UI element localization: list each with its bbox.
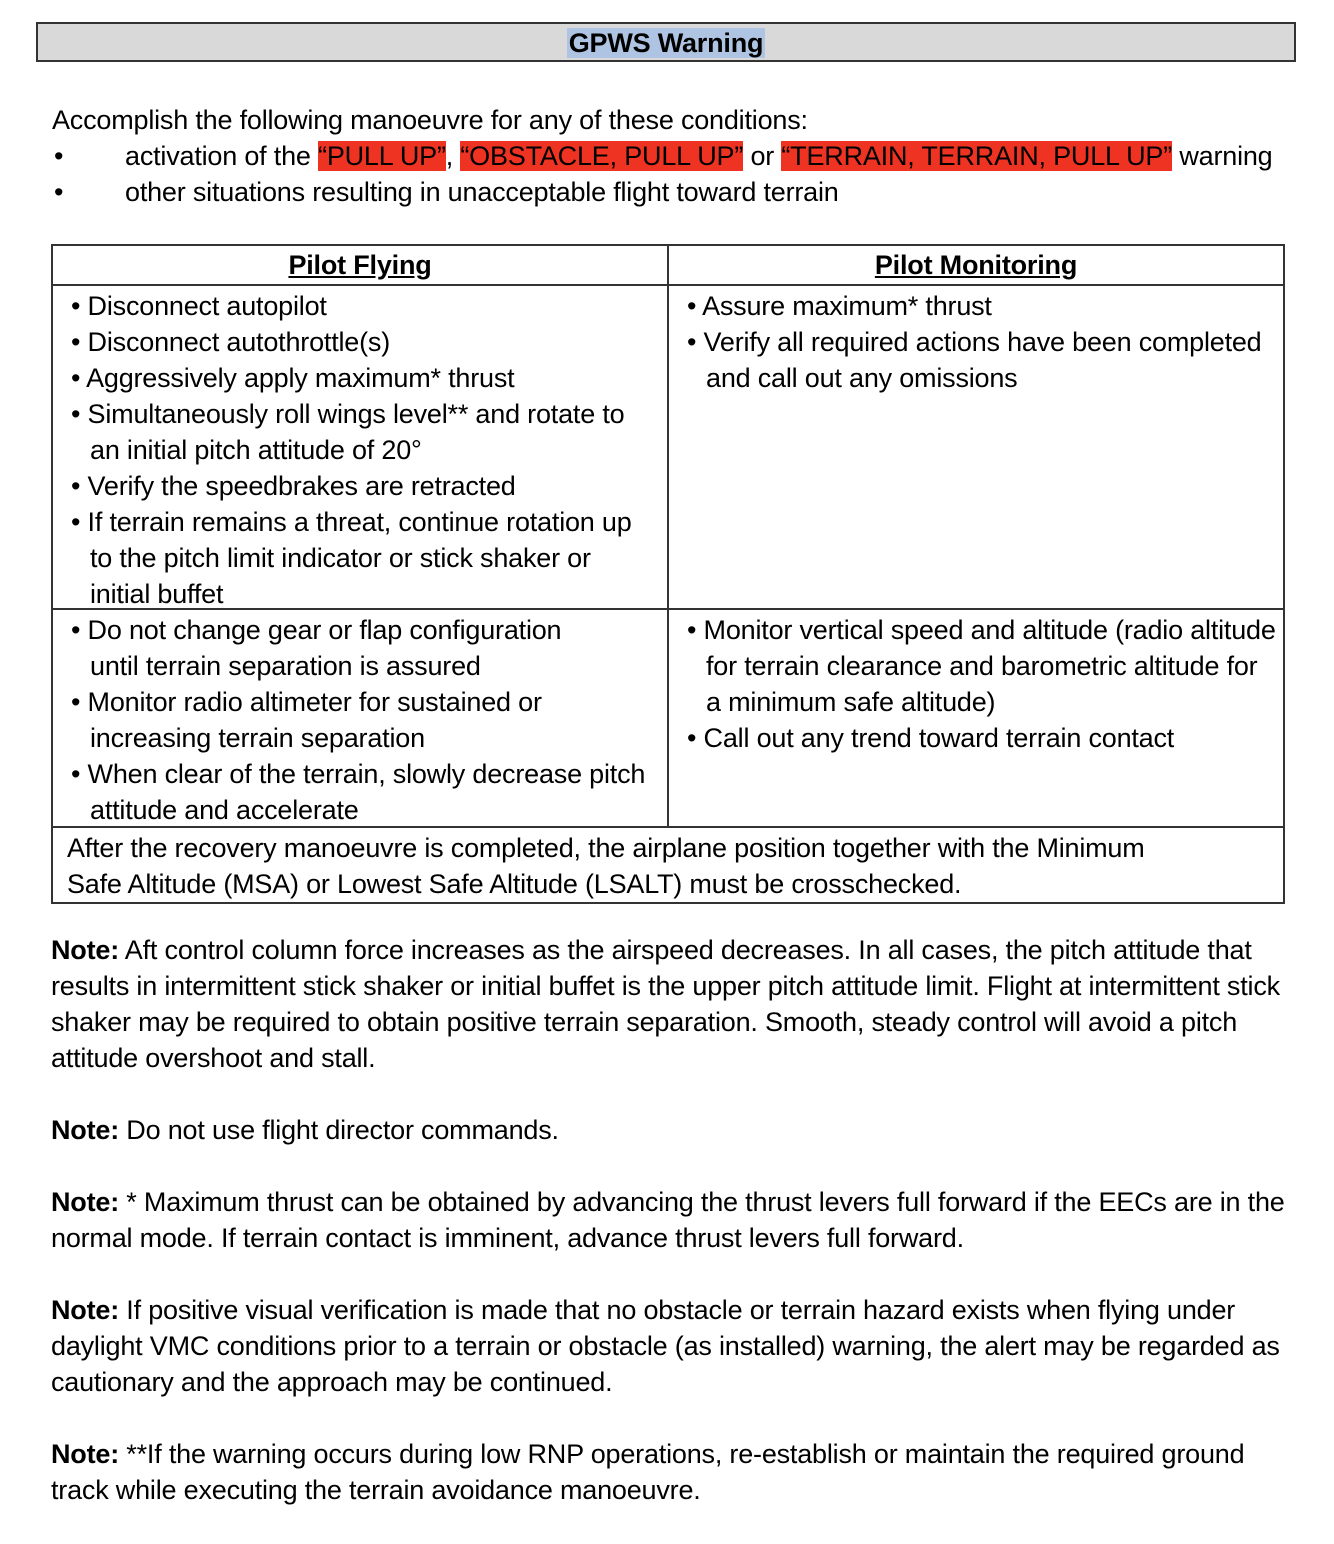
list-item: • Disconnect autopilot [71,291,327,321]
note-paragraph [51,1184,1291,1256]
condition-text: other situations resulting in unacceptable flight toward terrain [125,177,839,207]
warning-obstacle-pull-up: “OBSTACLE, PULL UP” [460,141,744,171]
page-title: GPWS Warning [568,28,764,58]
note-text: Aft control column force increases as the airspeed decreases. In all cases, the pitch attitude that results in intermittent stick shaker or initial buffet is the upper pitch attitude limit. Flight at intermittent stick shaker may be required to obtain positive terrain separation. Smooth, steady control will avoid a pitch attitude overshoot and stall. [51,935,1280,1073]
warning-terrain-pull-up: “TERRAIN, TERRAIN, PULL UP” [781,141,1173,171]
note-text: * Maximum thrust can be obtained by advancing the thrust levers full forward if the EECs are in the normal mode. If terrain contact is imminent, advance thrust levers full forward. [51,1187,1285,1253]
note-label: Note: [51,1115,119,1145]
header-pilot-monitoring [668,245,1284,285]
pm-actions-cell [668,285,1284,609]
list-item: • Disconnect autothrottle(s) [71,327,390,357]
intro-lead: Accomplish the following manoeuvre for any of these conditions: [52,105,808,135]
condition-suffix: warning [1172,141,1273,171]
pf-actions-cell [52,285,668,609]
notes-section [51,932,1291,1544]
condition-prefix: activation of the [125,141,319,171]
list-item: • If terrain remains a threat, continue rotation up to the pitch limit indicator or stick shaker or initial buffet [71,507,632,609]
pm-actions-cell [668,609,1284,827]
note-label: Note: [51,1295,119,1325]
condition-text [125,138,1273,174]
list-item: • Simultaneously roll wings level** and rotate to an initial pitch attitude of 20° [71,399,625,465]
list-item: • Monitor radio altimeter for sustained or increasing terrain separation [71,687,542,753]
crosscheck-cell [52,827,1284,903]
table-footer-row [52,827,1284,903]
bullet-icon: • [54,177,64,207]
title-bar [36,22,1296,62]
list-item: • Monitor vertical speed and altitude (radio altitude for terrain clearance and barometric altitude for a minimum safe altitude) [687,615,1276,717]
list-item: • Call out any trend toward terrain contact [687,723,1175,753]
condition-item [52,138,1312,174]
note-text: Do not use flight director commands. [119,1115,559,1145]
header-pilot-flying-label: Pilot Flying [288,250,432,280]
pf-actions-cell [52,609,668,827]
note-label: Note: [51,1187,119,1217]
bullet-icon: • [54,141,64,171]
crosscheck-text: After the recovery manoeuvre is completed, the airplane position together with the Minimum Safe Altitude (MSA) or Lowest Safe Altitude (LSALT) must be crosschecked. [67,833,1145,899]
note-label: Note: [51,1439,119,1469]
header-pilot-monitoring-label: Pilot Monitoring [874,250,1078,280]
list-item: • Verify the speedbrakes are retracted [71,471,516,501]
table-row [52,609,1284,827]
list-item: • When clear of the terrain, slowly decrease pitch attitude and accelerate [71,759,646,825]
condition-separator: , [445,141,461,171]
procedure-table [51,244,1285,904]
list-item: • Verify all required actions have been completed and call out any omissions [687,327,1262,393]
table-header-row [52,245,1284,285]
intro-section [52,102,1312,210]
list-item: • Assure maximum* thrust [687,291,992,321]
header-pilot-flying [52,245,668,285]
condition-separator: or [743,141,782,171]
list-item: • Do not change gear or flap configuration until terrain separation is assured [71,615,562,681]
note-paragraph [51,1112,1291,1148]
note-text: **If the warning occurs during low RNP operations, re-establish or maintain the required ground track while executing the terrain avoidance manoeuvre. [51,1439,1245,1505]
note-paragraph [51,932,1291,1076]
note-text: If positive visual verification is made that no obstacle or terrain hazard exists when flying under daylight VMC conditions prior to a terrain or obstacle (as installed) warning, the alert may be regarded as cautionary and the approach may be continued. [51,1295,1280,1397]
list-item: • Aggressively apply maximum* thrust [71,363,515,393]
warning-pull-up: “PULL UP” [318,141,446,171]
note-paragraph [51,1436,1291,1508]
note-label: Note: [51,935,119,965]
condition-item [52,174,1312,210]
table-row [52,285,1284,609]
note-paragraph [51,1292,1291,1400]
